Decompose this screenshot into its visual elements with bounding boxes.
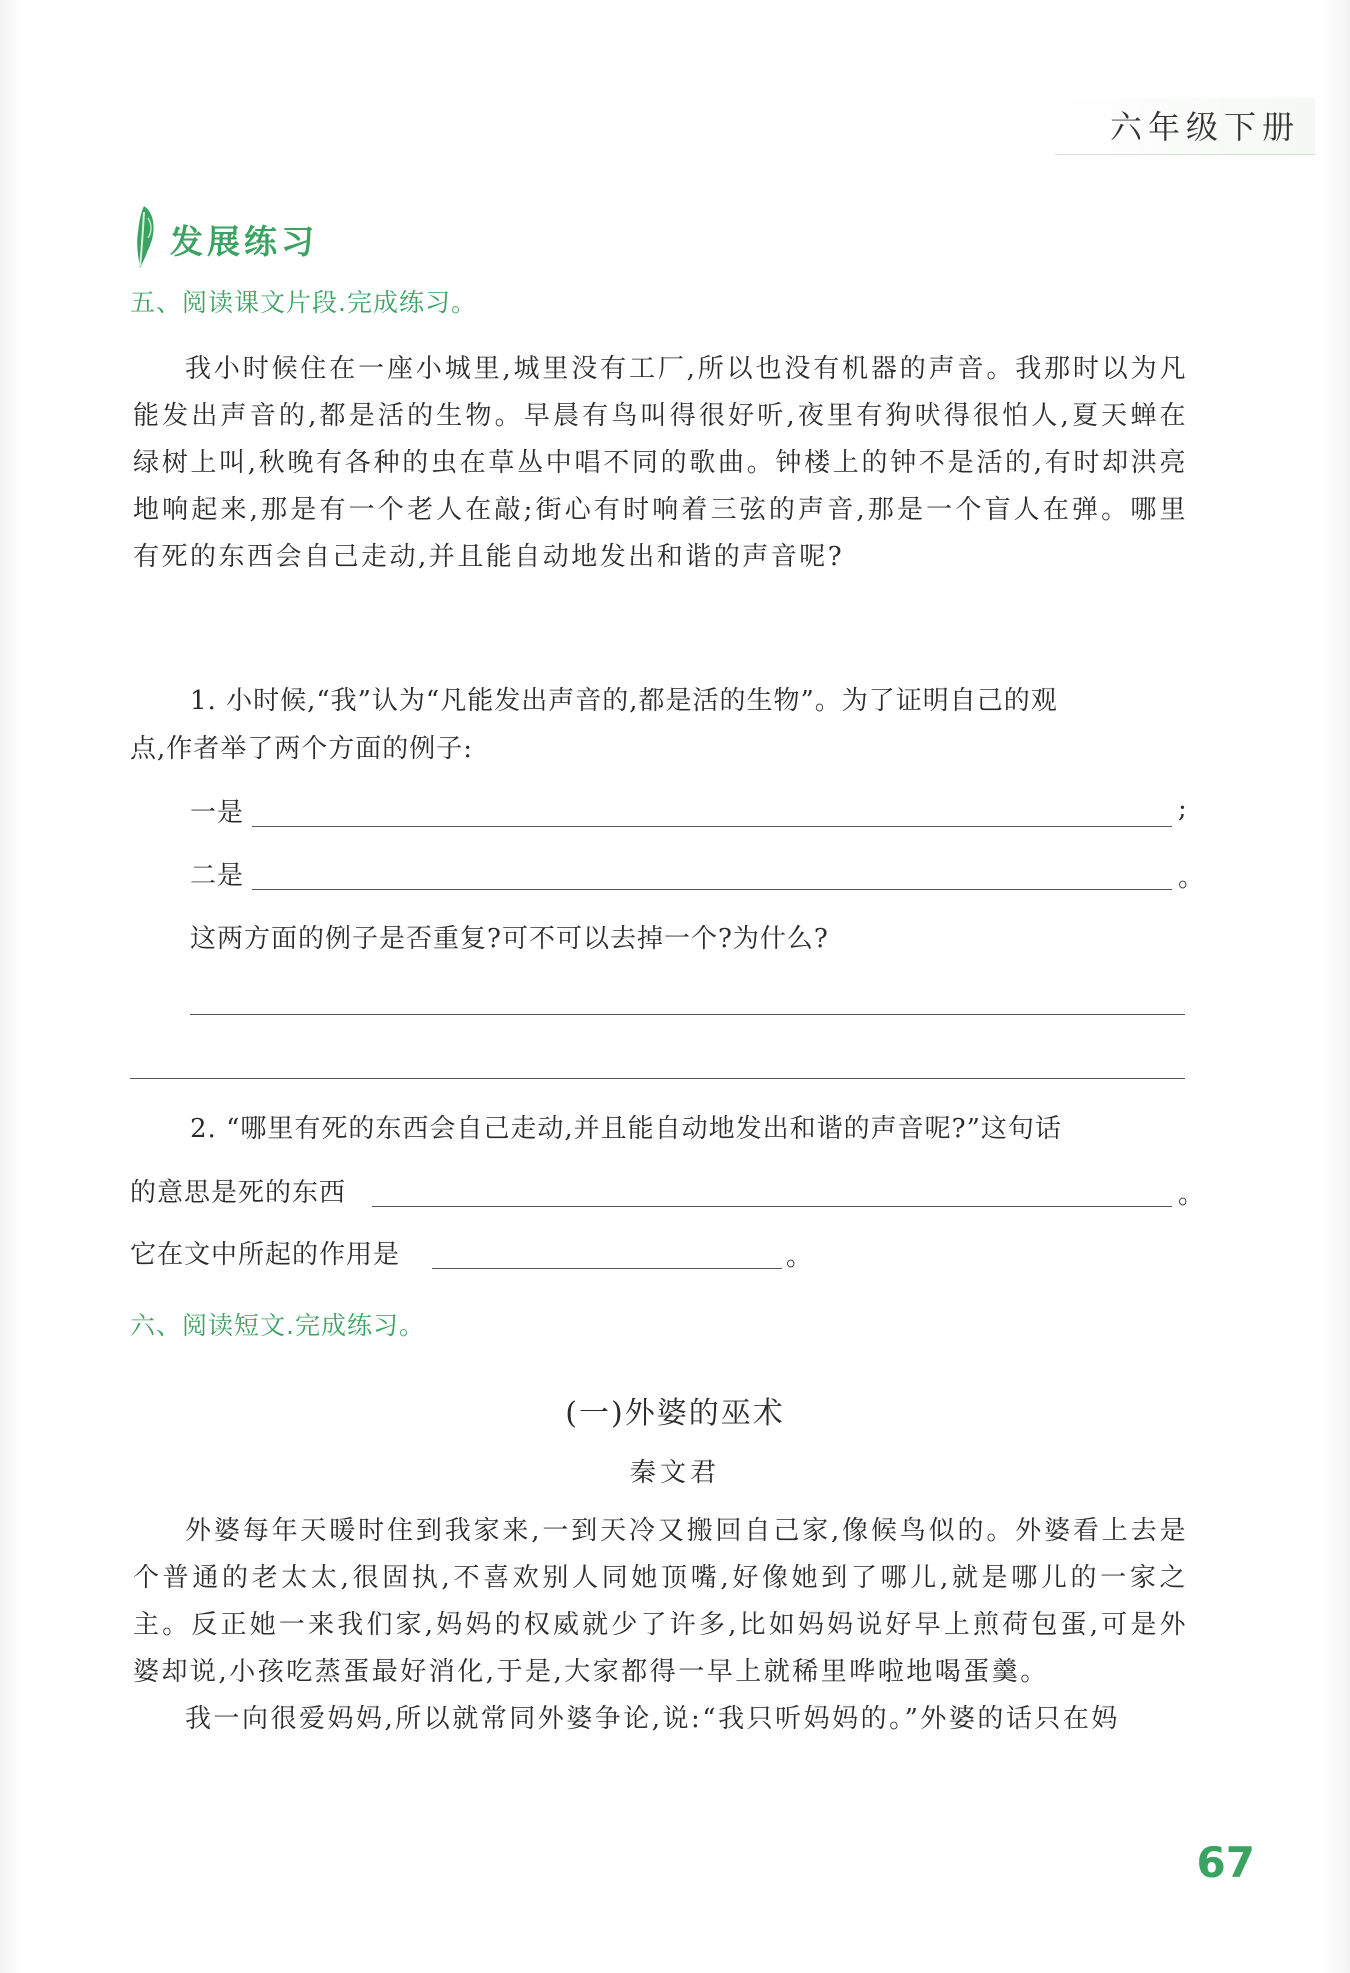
function-answer-blank[interactable] bbox=[432, 1268, 782, 1269]
answer-2-end: 。 bbox=[1178, 863, 1205, 893]
answer-1-blank[interactable] bbox=[252, 826, 1172, 827]
answer-2-label: 二是 bbox=[190, 861, 245, 891]
story-author: 秦文君 bbox=[629, 1458, 720, 1488]
question-2-line-2-label: 的意思是死的东西 bbox=[130, 1178, 347, 1208]
story-paragraph-2: 我一向很爱妈妈,所以就常同外婆争论,说:“我只听妈妈的。”外婆的话只在妈 bbox=[185, 1704, 1120, 1734]
question-1-line-2: 点,作者举了两个方面的例子: bbox=[130, 734, 474, 764]
grade-label: 六年级下册 bbox=[1109, 108, 1300, 146]
followup-answer-blank-1[interactable] bbox=[190, 1014, 1185, 1015]
answer-2-blank[interactable] bbox=[252, 889, 1172, 890]
question-2-line-2-end: 。 bbox=[1178, 1180, 1205, 1210]
question-2-line-3-end: 。 bbox=[786, 1242, 813, 1272]
reading-passage bbox=[133, 346, 1188, 581]
question-2-line-3-label: 它在文中所起的作用是 bbox=[130, 1240, 401, 1270]
passage-paragraph: 我小时候住在一座小城里,城里没有工厂,所以也没有机器的声音。我那时以为凡能发出声音的,都是活的生物。早晨有鸟叫得很好听,夜里有狗吠得很怕人,夏天蝉在绿树上叫,秋晚有各种的虫在草丛中唱不同的歌曲。钟楼上的钟不是活的,有时却洪亮地响起来,那是有一个老人在敲;街心有时响着三弦的声音,那是一个盲人在弹。哪里有死的东西会自己走动,并且能自动地发出和谐的声音呢? bbox=[133, 354, 1188, 572]
page-number: 67 bbox=[1196, 1838, 1255, 1887]
leaf-icon bbox=[130, 204, 164, 270]
story-title: (一)外婆的巫术 bbox=[565, 1396, 785, 1431]
answer-1-label: 一是 bbox=[190, 798, 245, 828]
section-title: 发展练习 bbox=[170, 222, 318, 261]
story-paragraph-1: 外婆每年天暖时住到我家来,一到天冷又搬回自己家,像候鸟似的。外婆看上去是个普通的老太太,很固执,不喜欢别人同她顶嘴,好像她到了哪儿,就是哪儿的一家之主。反正她一来我们家,妈妈的权威就少了许多,比如妈妈说好早上煎荷包蛋,可是外婆却说,小孩吃蒸蛋最好消化,于是,大家都得一早上就稀里哗啦地喝蛋羹。 bbox=[133, 1516, 1188, 1687]
answer-1-end: ; bbox=[1178, 794, 1187, 824]
question-6-heading: 六、阅读短文.完成练习。 bbox=[130, 1311, 425, 1340]
question-2-line-1: 2. “哪里有死的东西会自己走动,并且能自动地发出和谐的声音呢?”这句话 bbox=[190, 1114, 1062, 1144]
question-1-line-1: 1. 小时候,“我”认为“凡能发出声音的,都是活的生物”。为了证明自己的观 bbox=[190, 686, 1058, 716]
meaning-answer-blank[interactable] bbox=[372, 1206, 1172, 1207]
followup-answer-blank-2[interactable] bbox=[130, 1078, 1185, 1079]
question-1-followup: 这两方面的例子是否重复?可不可以去掉一个?为什么? bbox=[190, 924, 829, 954]
story-passage bbox=[133, 1508, 1188, 1743]
question-5-heading: 五、阅读课文片段.完成练习。 bbox=[130, 288, 477, 317]
